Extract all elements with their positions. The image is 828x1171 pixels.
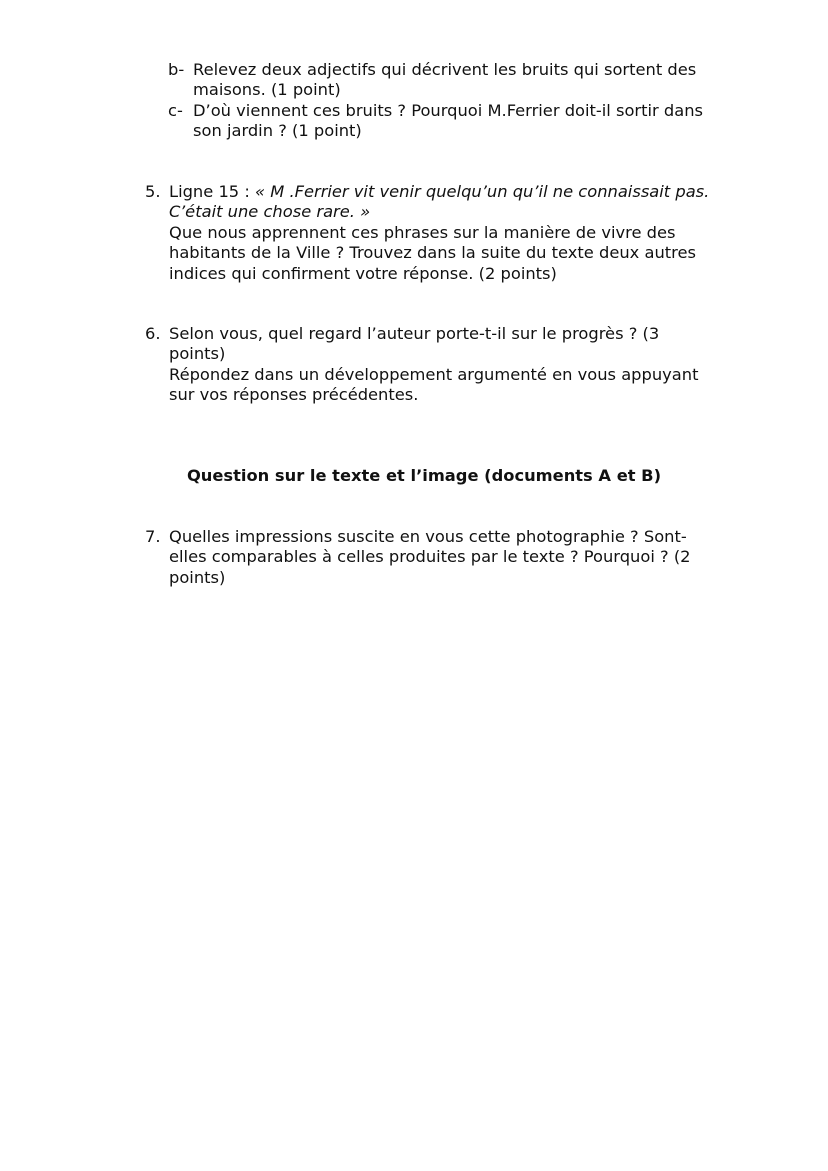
question-line: Selon vous, quel regard l’auteur porte-t-il sur le progrès ? (3 [169,324,660,343]
question-line: elles comparables à celles produites par le texte ? Pourquoi ? (2 [169,547,691,567]
question-line: indices qui confirment votre réponse. (2 points) [169,263,557,283]
question-number: 5. [145,182,161,201]
question-line: Que nous apprennent ces phrases sur la manière de vivre des [169,222,676,242]
question-line: habitants de la Ville ? Trouvez dans la suite du texte deux autres [169,243,696,263]
sub-question-text: Relevez deux adjectifs qui décrivent les bruits qui sortent des maisons. (1 point) [193,60,697,100]
question-line: Répondez dans un développement argumenté en vous appuyant [169,364,699,384]
question-line: sur vos réponses précédentes. [169,385,419,405]
sub-question-b [168,60,728,101]
question-5 [145,182,735,284]
sub-question-marker: c- [168,101,183,120]
question-6 [145,324,735,406]
question-number: 7. [145,527,161,546]
question-line: Quelles impressions suscite en vous cette photographie ? Sont- [169,527,687,546]
question-line: points) [169,344,226,364]
quoted-passage: « M .Ferrier vit venir quelqu’un qu’il ne connaissait pas. [255,182,710,201]
question-body [169,182,735,284]
question-number: 6. [145,324,161,343]
question-line [169,182,735,202]
sub-question-c [168,101,728,142]
sub-question-text: D’où viennent ces bruits ? Pourquoi M.Ferrier doit-il sortir dans son jardin ? (1 point) [193,101,704,141]
section-heading: Question sur le texte et l’image (documents A et B) [186,466,662,485]
sub-question-marker: b- [168,60,185,79]
question-7 [145,527,735,588]
question-body [169,324,735,406]
question-lead: Ligne 15 : [169,182,255,201]
quoted-passage: C’était une chose rare. » [169,202,371,222]
question-line: points) [169,567,226,587]
question-body [169,527,735,588]
